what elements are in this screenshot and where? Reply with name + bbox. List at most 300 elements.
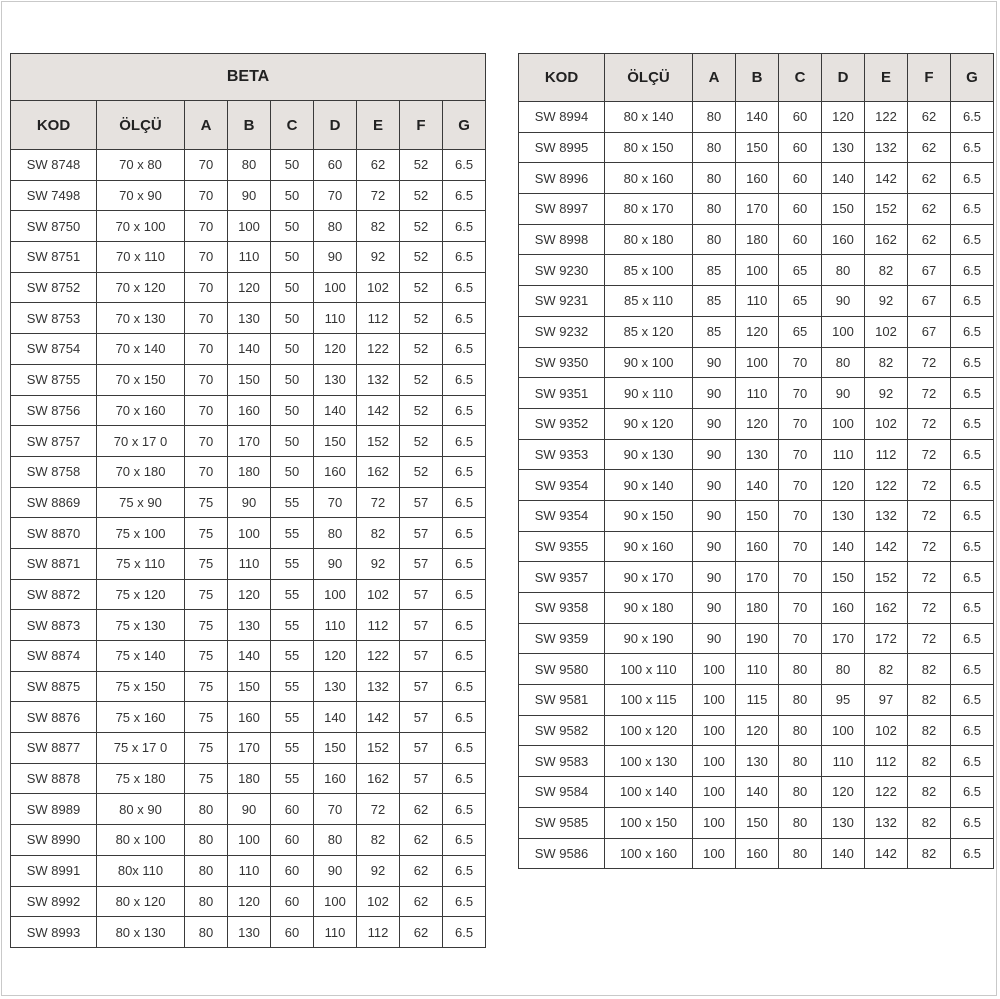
dimension-cell: 82 xyxy=(865,347,908,378)
dimension-cell: 85 xyxy=(693,255,736,286)
dimension-cell: 90 xyxy=(693,623,736,654)
table-row xyxy=(519,163,994,194)
dimension-cell: 150 xyxy=(314,733,357,764)
dimension-cell: 162 xyxy=(357,763,400,794)
product-code-cell: SW 8757 xyxy=(11,426,97,457)
dimension-cell: 6.5 xyxy=(951,777,994,808)
product-code-cell: SW 9580 xyxy=(519,654,605,685)
column-header-3: B xyxy=(736,54,779,102)
product-code-cell: SW 9354 xyxy=(519,470,605,501)
dimension-cell: 6.5 xyxy=(443,487,486,518)
dimension-cell: 100 xyxy=(822,408,865,439)
size-cell: 70 x 110 xyxy=(97,242,185,273)
dimension-cell: 70 xyxy=(779,531,822,562)
dimension-cell: 80 xyxy=(185,855,228,886)
dimension-cell: 52 xyxy=(400,395,443,426)
product-code-cell: SW 8756 xyxy=(11,395,97,426)
dimension-cell: 100 xyxy=(693,685,736,716)
dimension-cell: 102 xyxy=(865,715,908,746)
table-row xyxy=(519,316,994,347)
product-code-cell: SW 8872 xyxy=(11,579,97,610)
dimension-cell: 70 xyxy=(185,242,228,273)
table-row xyxy=(11,733,486,764)
dimension-cell: 60 xyxy=(271,917,314,948)
table-row xyxy=(11,518,486,549)
dimension-cell: 50 xyxy=(271,211,314,242)
dimension-cell: 6.5 xyxy=(443,825,486,856)
dimension-cell: 130 xyxy=(822,132,865,163)
dimension-cell: 120 xyxy=(228,579,271,610)
size-cell: 75 x 130 xyxy=(97,610,185,641)
dimension-cell: 132 xyxy=(357,364,400,395)
dimension-cell: 102 xyxy=(357,886,400,917)
dimension-cell: 112 xyxy=(357,917,400,948)
dimension-cell: 120 xyxy=(314,641,357,672)
dimension-cell: 6.5 xyxy=(443,242,486,273)
dimension-cell: 52 xyxy=(400,334,443,365)
product-code-cell: SW 9358 xyxy=(519,593,605,624)
dimension-cell: 72 xyxy=(908,593,951,624)
dimension-cell: 110 xyxy=(228,242,271,273)
product-code-cell: SW 8876 xyxy=(11,702,97,733)
column-header-1: ÖLÇÜ xyxy=(605,54,693,102)
product-code-cell: SW 8748 xyxy=(11,150,97,181)
table-row xyxy=(11,303,486,334)
dimension-cell: 82 xyxy=(908,838,951,869)
dimension-cell: 82 xyxy=(357,518,400,549)
dimension-cell: 112 xyxy=(357,610,400,641)
dimension-cell: 6.5 xyxy=(951,102,994,133)
dimension-cell: 70 xyxy=(314,180,357,211)
table-row xyxy=(519,531,994,562)
dimension-cell: 6.5 xyxy=(443,211,486,242)
dimension-cell: 90 xyxy=(822,286,865,317)
dimension-cell: 6.5 xyxy=(951,746,994,777)
dimension-cell: 152 xyxy=(865,194,908,225)
dimension-cell: 100 xyxy=(314,272,357,303)
dimension-cell: 60 xyxy=(779,102,822,133)
dimension-cell: 75 xyxy=(185,671,228,702)
dimension-cell: 57 xyxy=(400,733,443,764)
column-header-7: F xyxy=(400,101,443,150)
dimension-cell: 100 xyxy=(314,886,357,917)
dimension-cell: 75 xyxy=(185,518,228,549)
dimension-cell: 52 xyxy=(400,272,443,303)
size-cell: 70 x 100 xyxy=(97,211,185,242)
product-code-cell: SW 8994 xyxy=(519,102,605,133)
dimension-cell: 162 xyxy=(357,456,400,487)
dimension-cell: 102 xyxy=(865,408,908,439)
dimension-cell: 70 xyxy=(185,303,228,334)
table-row xyxy=(11,150,486,181)
product-code-cell: SW 8875 xyxy=(11,671,97,702)
dimension-cell: 6.5 xyxy=(951,562,994,593)
dimension-cell: 130 xyxy=(736,439,779,470)
table-row xyxy=(519,562,994,593)
column-header-0: KOD xyxy=(519,54,605,102)
dimension-cell: 110 xyxy=(314,917,357,948)
dimension-cell: 110 xyxy=(314,610,357,641)
table-row xyxy=(11,917,486,948)
size-cell: 90 x 190 xyxy=(605,623,693,654)
dimension-cell: 170 xyxy=(822,623,865,654)
dimension-cell: 100 xyxy=(736,347,779,378)
dimension-cell: 70 xyxy=(779,470,822,501)
product-code-cell: SW 8750 xyxy=(11,211,97,242)
dimension-cell: 6.5 xyxy=(951,593,994,624)
dimension-cell: 70 xyxy=(314,487,357,518)
table-row xyxy=(11,702,486,733)
dimension-cell: 75 xyxy=(185,733,228,764)
dimension-cell: 170 xyxy=(228,733,271,764)
dimension-cell: 6.5 xyxy=(951,408,994,439)
dimension-cell: 52 xyxy=(400,426,443,457)
dimension-cell: 170 xyxy=(736,194,779,225)
dimension-cell: 50 xyxy=(271,364,314,395)
dimension-cell: 55 xyxy=(271,610,314,641)
size-cell: 70 x 130 xyxy=(97,303,185,334)
size-cell: 100 x 120 xyxy=(605,715,693,746)
size-cell: 70 x 17 0 xyxy=(97,426,185,457)
dimension-cell: 132 xyxy=(865,132,908,163)
dimension-cell: 80 xyxy=(314,518,357,549)
size-cell: 100 x 110 xyxy=(605,654,693,685)
dimension-cell: 92 xyxy=(865,286,908,317)
dimension-cell: 52 xyxy=(400,150,443,181)
dimension-cell: 50 xyxy=(271,150,314,181)
dimension-cell: 160 xyxy=(314,763,357,794)
dimension-cell: 102 xyxy=(865,316,908,347)
product-code-cell: SW 9582 xyxy=(519,715,605,746)
dimension-cell: 90 xyxy=(228,180,271,211)
dimension-cell: 52 xyxy=(400,364,443,395)
dimension-cell: 6.5 xyxy=(951,163,994,194)
product-code-cell: SW 9350 xyxy=(519,347,605,378)
table-row xyxy=(519,194,994,225)
dimension-cell: 80 xyxy=(693,224,736,255)
dimension-cell: 57 xyxy=(400,610,443,641)
table-row xyxy=(519,132,994,163)
dimension-cell: 70 xyxy=(185,334,228,365)
size-cell: 80 x 180 xyxy=(605,224,693,255)
dimension-cell: 90 xyxy=(822,378,865,409)
table-row xyxy=(11,579,486,610)
dimension-cell: 6.5 xyxy=(951,500,994,531)
dimension-cell: 130 xyxy=(228,610,271,641)
dimension-cell: 6.5 xyxy=(443,150,486,181)
dimension-cell: 70 xyxy=(185,272,228,303)
dimension-cell: 170 xyxy=(228,426,271,457)
dimension-cell: 62 xyxy=(908,132,951,163)
dimension-cell: 110 xyxy=(736,654,779,685)
dimension-cell: 62 xyxy=(400,886,443,917)
dimension-cell: 112 xyxy=(865,746,908,777)
dimension-cell: 6.5 xyxy=(443,272,486,303)
table-row xyxy=(519,715,994,746)
dimension-cell: 160 xyxy=(736,838,779,869)
product-code-cell: SW 9354 xyxy=(519,500,605,531)
dimension-cell: 70 xyxy=(779,347,822,378)
dimension-cell: 60 xyxy=(779,163,822,194)
dimension-cell: 162 xyxy=(865,224,908,255)
dimension-cell: 82 xyxy=(908,746,951,777)
table-row xyxy=(11,211,486,242)
dimension-cell: 152 xyxy=(357,733,400,764)
dimension-cell: 6.5 xyxy=(951,378,994,409)
dimension-cell: 72 xyxy=(357,487,400,518)
product-code-cell: SW 8992 xyxy=(11,886,97,917)
dimension-cell: 6.5 xyxy=(951,194,994,225)
table-row xyxy=(519,777,994,808)
dimension-cell: 6.5 xyxy=(951,807,994,838)
dimension-cell: 50 xyxy=(271,426,314,457)
dimension-cell: 150 xyxy=(736,500,779,531)
product-code-cell: SW 9584 xyxy=(519,777,605,808)
dimension-cell: 57 xyxy=(400,763,443,794)
dimension-cell: 80 xyxy=(779,777,822,808)
dimension-cell: 120 xyxy=(228,272,271,303)
table-row xyxy=(11,395,486,426)
dimension-cell: 150 xyxy=(228,671,271,702)
product-code-cell: SW 8990 xyxy=(11,825,97,856)
dimension-cell: 72 xyxy=(908,470,951,501)
dimension-cell: 132 xyxy=(865,500,908,531)
dimension-cell: 6.5 xyxy=(951,316,994,347)
dimension-cell: 62 xyxy=(400,917,443,948)
dimension-cell: 80 xyxy=(822,347,865,378)
product-code-cell: SW 8871 xyxy=(11,548,97,579)
table-row xyxy=(11,886,486,917)
table-row xyxy=(519,286,994,317)
dimension-cell: 160 xyxy=(228,702,271,733)
dimension-cell: 55 xyxy=(271,763,314,794)
dimension-cell: 110 xyxy=(822,746,865,777)
product-code-cell: SW 9583 xyxy=(519,746,605,777)
dimension-cell: 120 xyxy=(736,715,779,746)
dimension-cell: 130 xyxy=(228,303,271,334)
dimension-cell: 6.5 xyxy=(951,685,994,716)
product-code-cell: SW 8997 xyxy=(519,194,605,225)
size-cell: 80 x 130 xyxy=(97,917,185,948)
dimension-cell: 60 xyxy=(271,886,314,917)
size-cell: 90 x 140 xyxy=(605,470,693,501)
dimension-cell: 75 xyxy=(185,548,228,579)
table-row xyxy=(519,838,994,869)
dimension-cell: 6.5 xyxy=(443,334,486,365)
dimension-cell: 52 xyxy=(400,303,443,334)
dimension-cell: 142 xyxy=(357,395,400,426)
dimension-cell: 110 xyxy=(228,548,271,579)
dimension-cell: 162 xyxy=(865,593,908,624)
product-code-cell: SW 9231 xyxy=(519,286,605,317)
dimension-cell: 180 xyxy=(228,456,271,487)
dimension-cell: 72 xyxy=(908,378,951,409)
size-cell: 80 x 140 xyxy=(605,102,693,133)
dimension-cell: 6.5 xyxy=(443,610,486,641)
dimension-cell: 102 xyxy=(357,272,400,303)
size-cell: 75 x 140 xyxy=(97,641,185,672)
dimension-cell: 100 xyxy=(736,255,779,286)
product-code-cell: SW 8991 xyxy=(11,855,97,886)
dimension-cell: 72 xyxy=(908,408,951,439)
dimension-cell: 100 xyxy=(228,825,271,856)
dimension-cell: 55 xyxy=(271,487,314,518)
dimension-cell: 62 xyxy=(908,224,951,255)
dimension-cell: 90 xyxy=(314,242,357,273)
dimension-cell: 100 xyxy=(822,715,865,746)
beta-dimensions-table-left xyxy=(10,53,486,948)
dimension-cell: 80 xyxy=(779,685,822,716)
dimension-cell: 122 xyxy=(357,641,400,672)
size-cell: 75 x 100 xyxy=(97,518,185,549)
table-row xyxy=(11,426,486,457)
product-code-cell: SW 8993 xyxy=(11,917,97,948)
dimension-cell: 150 xyxy=(822,194,865,225)
table-row xyxy=(11,272,486,303)
product-code-cell: SW 8989 xyxy=(11,794,97,825)
size-cell: 70 x 160 xyxy=(97,395,185,426)
dimension-cell: 60 xyxy=(779,132,822,163)
dimension-cell: 70 xyxy=(185,456,228,487)
size-cell: 100 x 130 xyxy=(605,746,693,777)
dimension-cell: 80 xyxy=(185,917,228,948)
dimension-cell: 6.5 xyxy=(443,548,486,579)
table-row xyxy=(519,807,994,838)
dimension-cell: 57 xyxy=(400,518,443,549)
dimension-cell: 112 xyxy=(865,439,908,470)
dimension-cell: 72 xyxy=(908,500,951,531)
dimension-cell: 122 xyxy=(865,777,908,808)
dimension-cell: 75 xyxy=(185,763,228,794)
dimension-cell: 6.5 xyxy=(951,255,994,286)
dimension-cell: 50 xyxy=(271,180,314,211)
table-title: BETA xyxy=(11,54,486,101)
dimension-cell: 82 xyxy=(908,654,951,685)
product-code-cell: SW 9351 xyxy=(519,378,605,409)
dimension-cell: 50 xyxy=(271,272,314,303)
product-code-cell: SW 8998 xyxy=(519,224,605,255)
dimension-cell: 55 xyxy=(271,733,314,764)
dimension-cell: 110 xyxy=(736,378,779,409)
dimension-cell: 82 xyxy=(357,211,400,242)
dimension-cell: 6.5 xyxy=(951,132,994,163)
product-code-cell: SW 9355 xyxy=(519,531,605,562)
dimension-cell: 6.5 xyxy=(951,623,994,654)
size-cell: 70 x 80 xyxy=(97,150,185,181)
dimension-cell: 55 xyxy=(271,641,314,672)
dimension-cell: 100 xyxy=(693,838,736,869)
dimension-cell: 152 xyxy=(865,562,908,593)
dimension-cell: 100 xyxy=(693,715,736,746)
dimension-cell: 55 xyxy=(271,548,314,579)
dimension-cell: 80 xyxy=(185,825,228,856)
dimension-cell: 62 xyxy=(400,794,443,825)
column-header-8: G xyxy=(951,54,994,102)
dimension-cell: 6.5 xyxy=(951,347,994,378)
dimension-cell: 140 xyxy=(822,163,865,194)
product-code-cell: SW 9230 xyxy=(519,255,605,286)
dimension-cell: 6.5 xyxy=(443,886,486,917)
dimension-cell: 80 xyxy=(779,746,822,777)
dimension-cell: 6.5 xyxy=(443,917,486,948)
dimension-cell: 60 xyxy=(271,794,314,825)
dimension-cell: 6.5 xyxy=(443,671,486,702)
column-header-6: E xyxy=(865,54,908,102)
dimension-cell: 6.5 xyxy=(951,224,994,255)
dimension-cell: 160 xyxy=(314,456,357,487)
dimension-cell: 6.5 xyxy=(443,702,486,733)
dimension-cell: 70 xyxy=(779,439,822,470)
column-header-5: D xyxy=(314,101,357,150)
dimension-cell: 50 xyxy=(271,242,314,273)
dimension-cell: 140 xyxy=(822,838,865,869)
column-header-6: E xyxy=(357,101,400,150)
dimension-cell: 80 xyxy=(693,132,736,163)
dimension-cell: 100 xyxy=(228,211,271,242)
product-code-cell: SW 8873 xyxy=(11,610,97,641)
column-header-0: KOD xyxy=(11,101,97,150)
size-cell: 75 x 17 0 xyxy=(97,733,185,764)
table-row xyxy=(11,242,486,273)
dimension-cell: 142 xyxy=(865,531,908,562)
dimension-cell: 85 xyxy=(693,286,736,317)
table-row xyxy=(519,439,994,470)
dimension-cell: 80 xyxy=(693,163,736,194)
dimension-cell: 80 xyxy=(779,838,822,869)
dimension-cell: 100 xyxy=(228,518,271,549)
dimension-cell: 70 xyxy=(779,378,822,409)
dimension-cell: 50 xyxy=(271,334,314,365)
size-cell: 90 x 120 xyxy=(605,408,693,439)
dimension-cell: 70 xyxy=(779,623,822,654)
size-cell: 90 x 100 xyxy=(605,347,693,378)
table-row xyxy=(519,500,994,531)
dimension-cell: 120 xyxy=(822,470,865,501)
dimension-cell: 67 xyxy=(908,316,951,347)
dimension-cell: 95 xyxy=(822,685,865,716)
dimension-cell: 142 xyxy=(865,838,908,869)
size-cell: 100 x 160 xyxy=(605,838,693,869)
table-row xyxy=(519,408,994,439)
dimension-cell: 140 xyxy=(314,702,357,733)
table-row xyxy=(519,255,994,286)
table-row xyxy=(519,470,994,501)
dimension-cell: 190 xyxy=(736,623,779,654)
dimension-cell: 72 xyxy=(357,794,400,825)
dimension-cell: 172 xyxy=(865,623,908,654)
dimension-cell: 120 xyxy=(314,334,357,365)
product-code-cell: SW 8874 xyxy=(11,641,97,672)
dimension-cell: 152 xyxy=(357,426,400,457)
dimension-cell: 130 xyxy=(822,807,865,838)
dimension-cell: 82 xyxy=(908,807,951,838)
dimension-cell: 70 xyxy=(185,426,228,457)
table-row xyxy=(519,347,994,378)
size-cell: 90 x 170 xyxy=(605,562,693,593)
dimension-cell: 110 xyxy=(228,855,271,886)
dimension-cell: 92 xyxy=(357,855,400,886)
dimension-cell: 70 xyxy=(185,211,228,242)
dimension-cell: 6.5 xyxy=(951,470,994,501)
dimension-cell: 80 xyxy=(185,886,228,917)
dimension-cell: 62 xyxy=(908,163,951,194)
dimension-cell: 100 xyxy=(693,746,736,777)
dimension-cell: 70 xyxy=(314,794,357,825)
dimension-cell: 150 xyxy=(736,807,779,838)
size-cell: 85 x 110 xyxy=(605,286,693,317)
product-code-cell: SW 8870 xyxy=(11,518,97,549)
table-row xyxy=(11,180,486,211)
